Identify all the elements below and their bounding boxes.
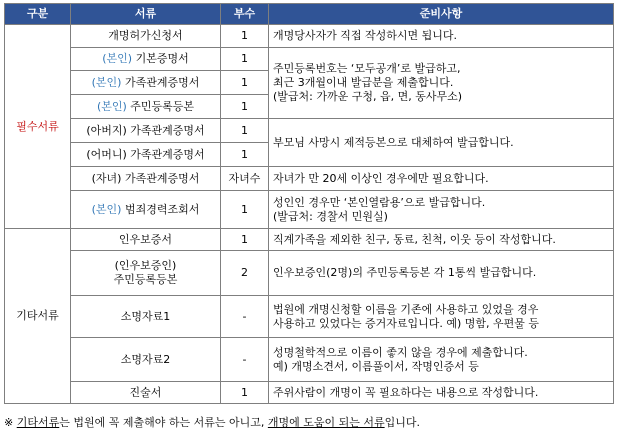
doc-r9: 인우보증서 xyxy=(71,229,221,251)
prefix-self: (본인) xyxy=(96,99,127,113)
count-r4: 1 xyxy=(221,95,269,119)
doc-r3: (본인) 가족관계증명서 xyxy=(71,71,221,95)
note-r1: 개명당사자가 직접 작성하시면 됩니다. xyxy=(269,25,614,48)
doc-r10: (인우보증인) 주민등록등본 xyxy=(71,251,221,296)
footnote-helpful-docs: 개명에 도움이 되는 서류 xyxy=(267,416,385,429)
note-r10: 인우보증인(2명)의 주민등록등본 각 1통씩 발급합니다. xyxy=(269,251,614,296)
count-r11: - xyxy=(221,296,269,338)
count-r1: 1 xyxy=(221,25,269,48)
note-r11: 법원에 개명신청할 이름을 기존에 사용하고 있었을 경우 사용하고 있었다는 증거자료입니다. 예) 명함, 우편물 등 xyxy=(269,296,614,338)
count-r10: 2 xyxy=(221,251,269,296)
note-r13: 주위사람이 개명이 꼭 필요하다는 내용으로 작성합니다. xyxy=(269,382,614,404)
doc-r2: (본인) 기본증명서 xyxy=(71,48,221,71)
header-preparation: 준비사항 xyxy=(269,4,614,25)
doc-r12: 소명자료2 xyxy=(71,338,221,382)
doc-r8: (본인) 범죄경력조회서 xyxy=(71,191,221,229)
note-r12: 성명철학적으로 이름이 좋지 않을 경우에 제출합니다. 예) 개명소견서, 이름풀이서, 작명인증서 등 xyxy=(269,338,614,382)
footnote-other-docs: 기타서류 xyxy=(16,416,60,429)
doc-r4: (본인) 주민등록등본 xyxy=(71,95,221,119)
count-r6: 1 xyxy=(221,143,269,167)
doc-r7: (자녀) 가족관계증명서 xyxy=(71,167,221,191)
category-other: 기타서류 xyxy=(5,229,71,404)
count-r3: 1 xyxy=(221,71,269,95)
note-r5-r6: 부모님 사망시 제적등본으로 대체하여 발급합니다. xyxy=(269,119,614,167)
prefix-self: (본인) xyxy=(91,75,122,89)
count-r13: 1 xyxy=(221,382,269,404)
doc-r13: 진술서 xyxy=(71,382,221,404)
prefix-self: (본인) xyxy=(102,52,133,65)
header-document: 서류 xyxy=(71,4,221,25)
note-r8: 성인인 경우만 ‘본인열람용’으로 발급합니다. (발급처: 경찰서 민원실) xyxy=(269,191,614,229)
count-r2: 1 xyxy=(221,48,269,71)
note-r2-r4: 주민등록번호는 ‘모두공개’로 발급하고, 최근 3개월이내 발급분을 제출합니다. (발급처: 가까운 구청, 읍, 면, 동사무소) xyxy=(269,48,614,119)
doc-r11: 소명자료1 xyxy=(71,296,221,338)
count-r7: 자녀수 xyxy=(221,167,269,191)
footnote: ※ 기타서류는 법원에 꼭 제출해야 하는 서류는 아니고, 개명에 도움이 되는 서류입니다. xyxy=(4,416,420,429)
doc-r6: (어머니) 가족관계증명서 xyxy=(71,143,221,167)
note-r9: 직계가족을 제외한 친구, 동료, 친척, 이웃 등이 작성합니다. xyxy=(269,229,614,251)
doc-r5: (아버지) 가족관계증명서 xyxy=(71,119,221,143)
count-r8: 1 xyxy=(221,191,269,229)
count-r5: 1 xyxy=(221,119,269,143)
prefix-self: (본인) xyxy=(91,202,122,216)
header-count: 부수 xyxy=(221,4,269,25)
count-r12: - xyxy=(221,338,269,382)
count-r9: 1 xyxy=(221,229,269,251)
category-required: 필수서류 xyxy=(5,25,71,229)
documents-table xyxy=(4,3,614,404)
doc-r1: 개명허가신청서 xyxy=(71,25,221,48)
note-r7: 자녀가 만 20세 이상인 경우에만 필요합니다. xyxy=(269,167,614,191)
header-category: 구분 xyxy=(5,4,71,25)
